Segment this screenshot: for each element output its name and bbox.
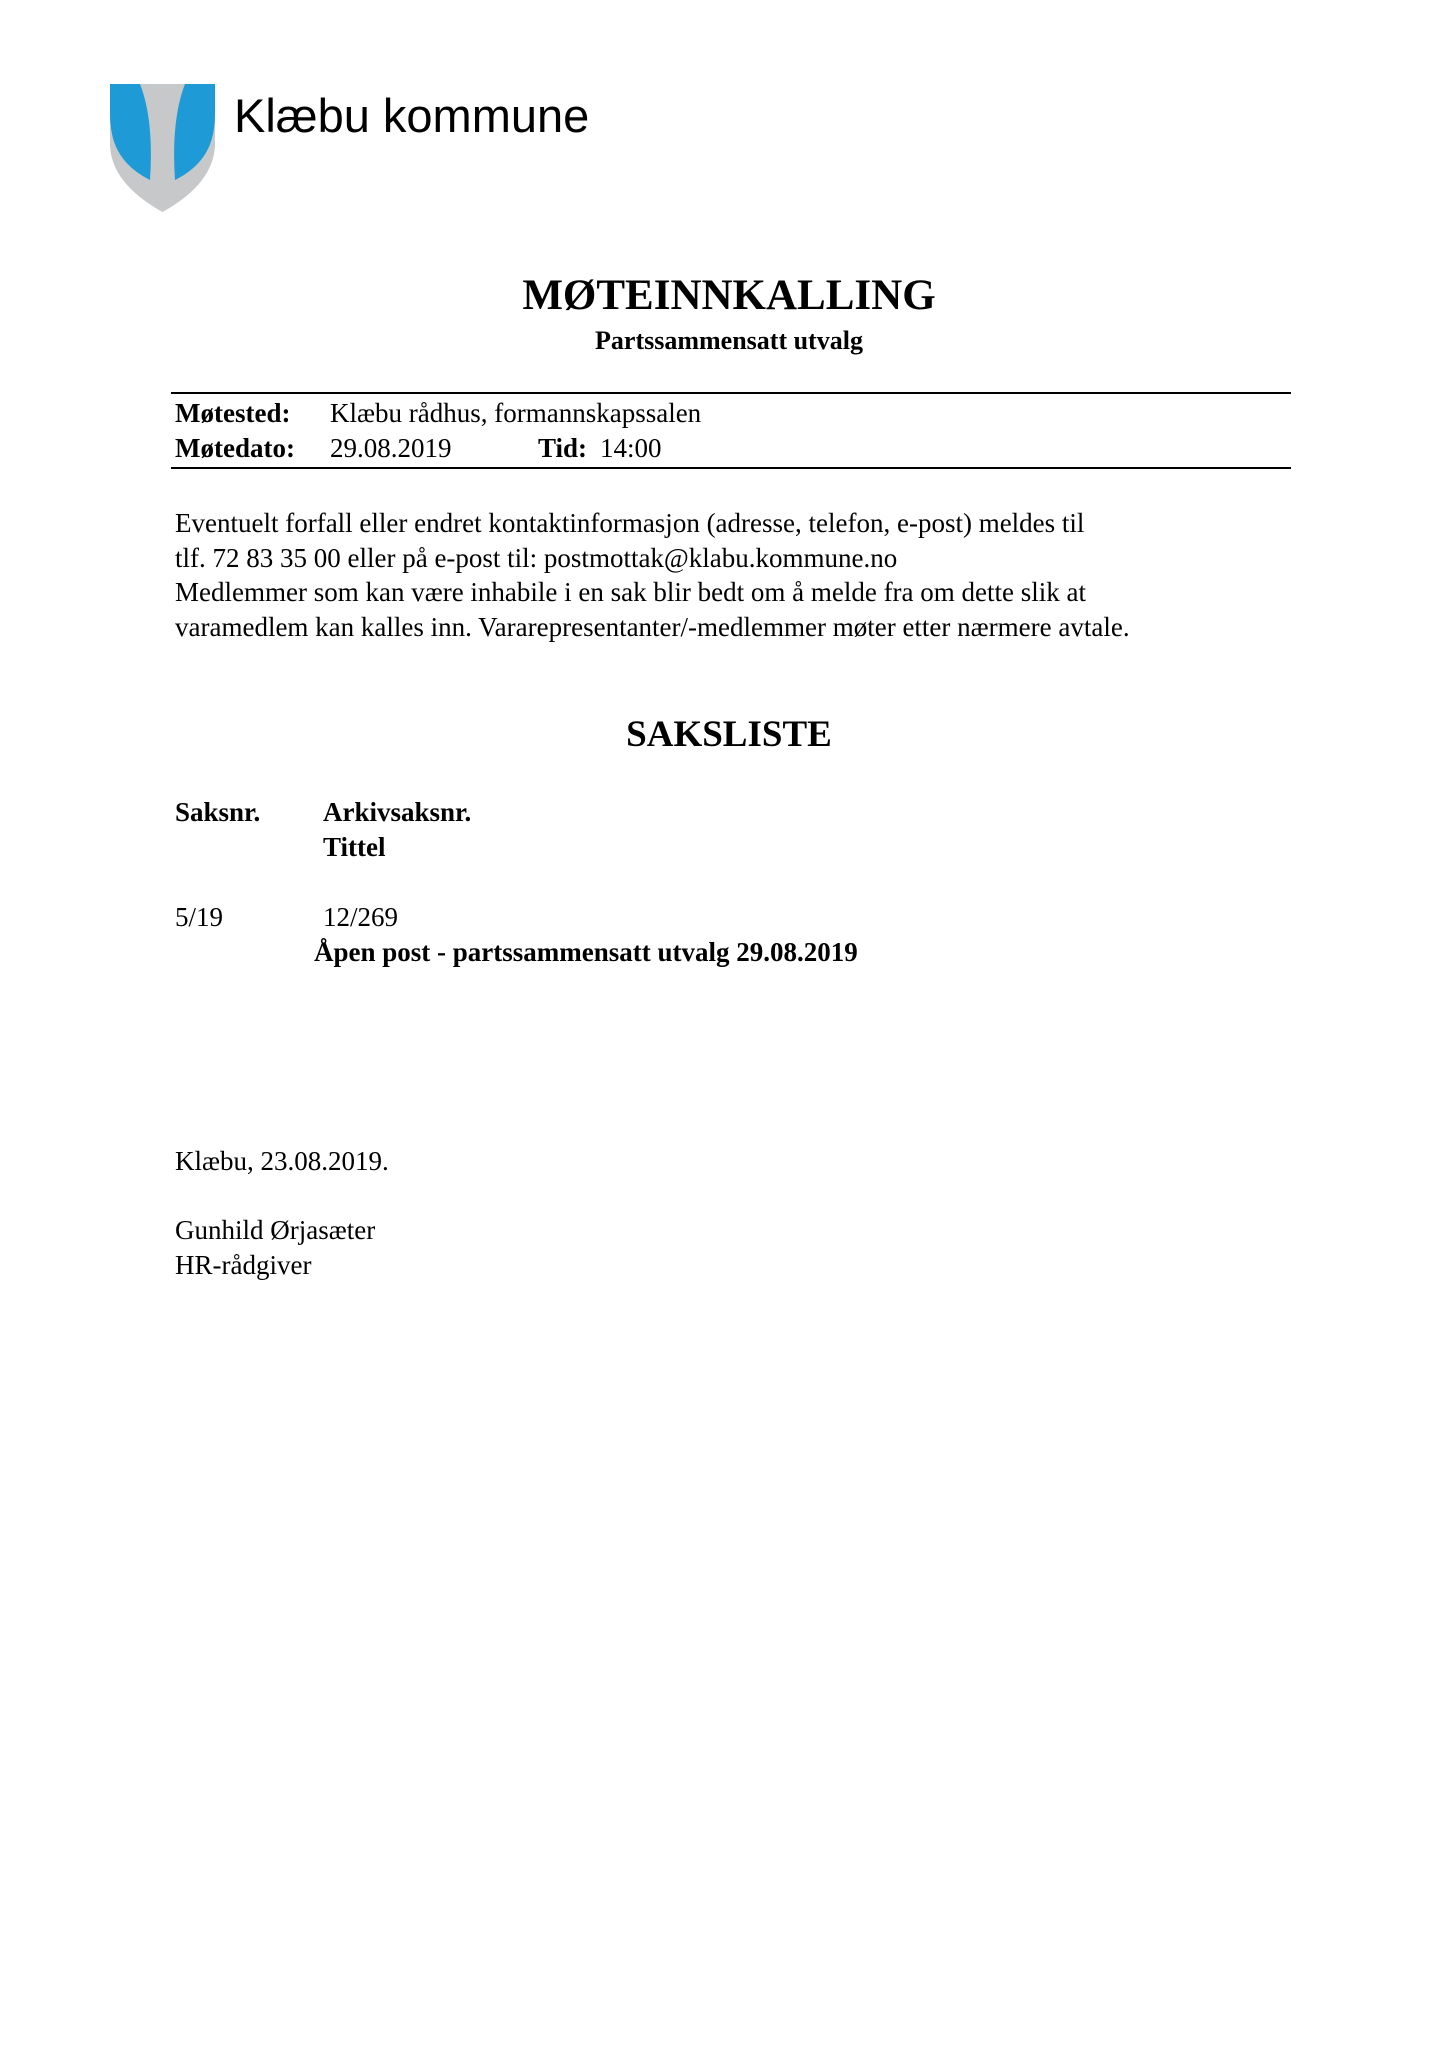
notice-paragraph [175, 506, 1305, 644]
page-title: MØTEINNKALLING [522, 272, 936, 319]
header-tittel: Tittel [323, 832, 386, 862]
municipality-name: Klæbu kommune [234, 89, 590, 142]
meeting-place-value: Klæbu rådhus, formannskapssalen [330, 398, 702, 428]
committee-name: Partssammensatt utvalg [595, 326, 863, 355]
notice-line: tlf. 72 83 35 00 eller på e-post til: postmottak@klabu.kommune.no [175, 542, 898, 573]
closing-place-date: Klæbu, 23.08.2019. [175, 1146, 389, 1176]
divider-bottom [171, 467, 1291, 469]
case-title: Åpen post - partssammensatt utvalg 29.08.2019 [314, 937, 858, 967]
notice-line: Medlemmer som kan være inhabile i en sak blir bedt om å melde fra om dette slik at [175, 577, 1086, 607]
case-saksnr: 5/19 [175, 902, 224, 932]
divider-top [171, 392, 1291, 394]
case-arkivsaksnr: 12/269 [323, 902, 399, 932]
coat-of-arms-logo [110, 84, 215, 212]
meeting-time-value: 14:00 [600, 433, 662, 463]
signer-name: Gunhild Ørjasæter [175, 1215, 376, 1245]
meeting-date-value: 29.08.2019 [330, 433, 452, 463]
case-list-title: SAKSLISTE [626, 714, 832, 755]
signer-role: HR-rådgiver [175, 1250, 312, 1280]
meeting-place-label: Møtested: [175, 398, 291, 428]
meeting-time-label: Tid: [538, 433, 588, 463]
meeting-date-label: Møtedato: [175, 433, 295, 463]
header-saksnr: Saksnr. [175, 797, 261, 827]
notice-line: Eventuelt forfall eller endret kontaktinformasjon (adresse, telefon, e-post) meldes til [175, 508, 1085, 538]
header-arkivsaksnr: Arkivsaksnr. [323, 797, 472, 827]
notice-line: varamedlem kan kalles inn. Vararepresentanter/-medlemmer møter etter nærmere avtale. [175, 611, 1130, 642]
